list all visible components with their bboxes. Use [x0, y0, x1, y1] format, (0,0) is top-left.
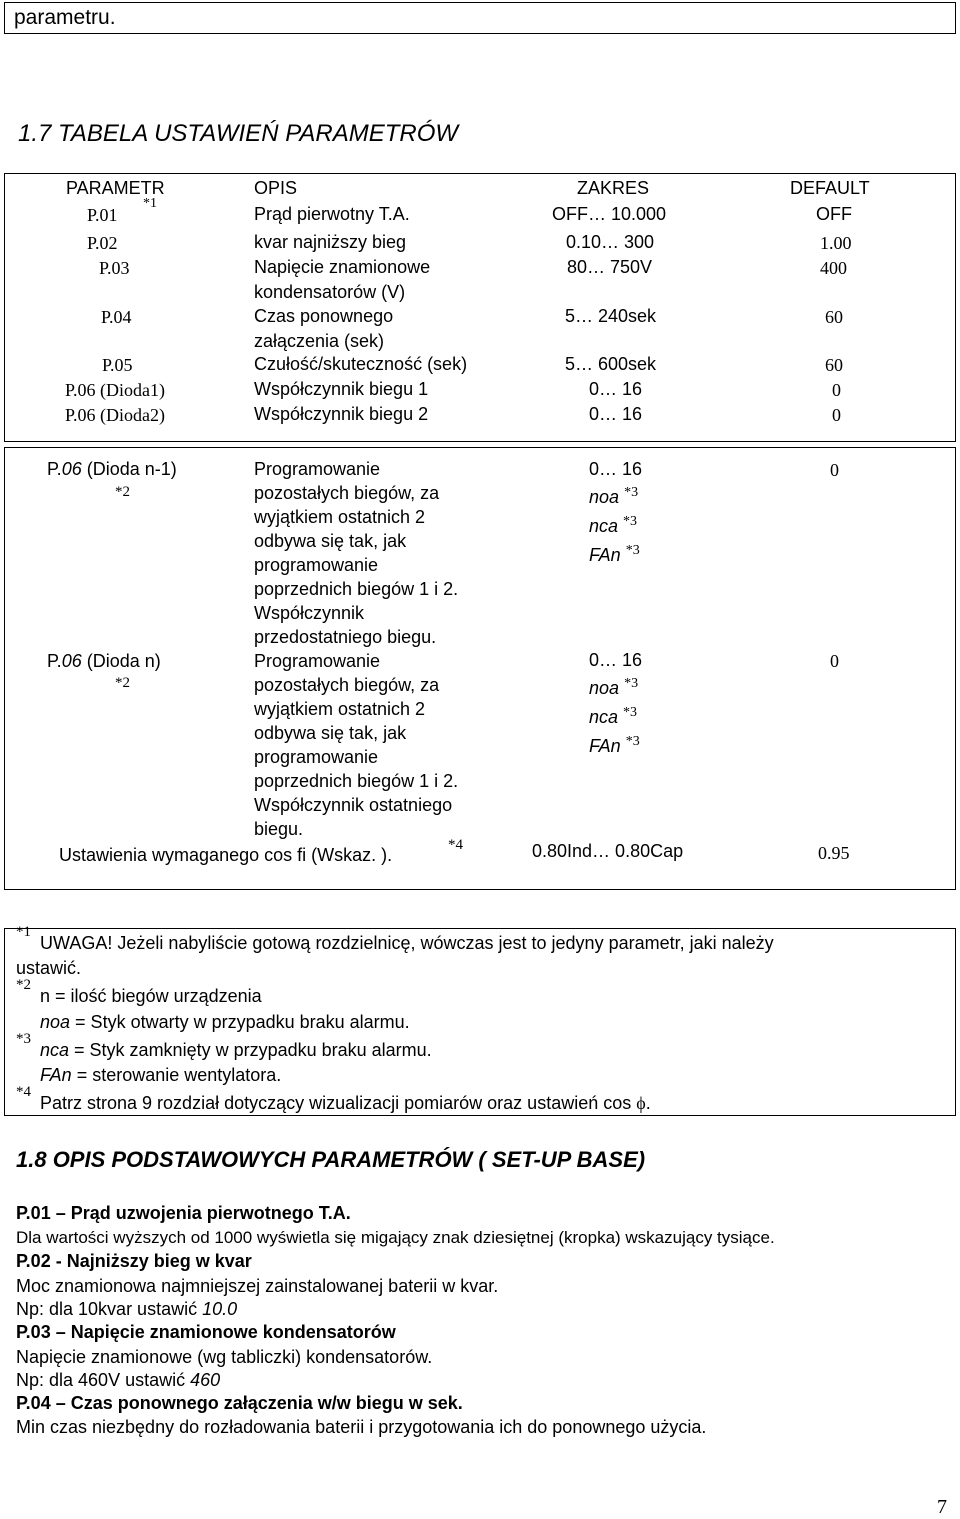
page-number: 7: [937, 1496, 947, 1518]
footnote-mark: *2: [16, 977, 31, 993]
row-zakres: OFF… 10.000: [552, 204, 667, 224]
footnote-mark: *1: [143, 196, 157, 211]
row-param: P.06 (Dioda1): [65, 380, 165, 400]
p04-title: P.04 – Czas ponownego załączenia w/w biegu w sek.: [16, 1393, 463, 1413]
p03-example: Np: dla 460V ustawić 460: [16, 1370, 221, 1390]
opis-line: odbywa się tak, jak: [254, 531, 407, 551]
row-param: P.05: [102, 355, 133, 375]
note-1-line1: UWAGA! Jeżeli nabyliście gotową rozdzielnicę, wówczas jest to jedyny parametr, jaki należy: [40, 933, 774, 953]
p01-title: P.01 – Prąd uzwojenia pierwotnego T.A.: [16, 1203, 351, 1223]
row-opis: Prąd pierwotny T.A.: [254, 204, 410, 224]
option-noa: noa $^{*3}$: [589, 676, 639, 698]
row-param: P.01: [87, 205, 118, 225]
opis-line: wyjątkiem ostatnich 2: [254, 699, 426, 719]
page-fragment-text: parametru.: [14, 6, 116, 29]
row-default: 60: [825, 355, 843, 375]
p04-text: Min czas niezbędny do rozładowania baterii i przygotowania ich do ponownego użycia.: [16, 1417, 707, 1437]
row-default: 0: [830, 460, 839, 480]
option-fan: FAn $^{*3}$: [589, 543, 640, 565]
p03-title: P.03 – Napięcie znamionowe kondensatorów: [16, 1322, 396, 1342]
opis-line: Programowanie: [254, 459, 381, 479]
opis-line: pozostałych biegów, za: [254, 675, 440, 695]
row-zakres: 0.10… 300: [566, 232, 655, 252]
option-noa: noa $^{*3}$: [589, 485, 639, 507]
section-title-1-7: 1.7 TABELA USTAWIEŃ PARAMETRÓW: [18, 120, 459, 147]
row-opis-line1: Czas ponownego: [254, 306, 394, 326]
row-default: 400: [820, 258, 847, 278]
row-default: 0: [832, 405, 841, 425]
opis-line: odbywa się tak, jak: [254, 723, 407, 743]
row-param: P.06 (Dioda2): [65, 405, 165, 425]
p03-text: Napięcie znamionowe (wg tabliczki) kondensatorów.: [16, 1347, 433, 1367]
note-4: Patrz strona 9 rozdział dotyczący wizualizacji pomiarów oraz ustawień cos ϕ.: [40, 1093, 651, 1113]
header-parametr: PARAMETR: [66, 178, 165, 198]
option-fan: FAn $^{*3}$: [589, 734, 640, 756]
opis-line: pozostałych biegów, za: [254, 483, 440, 503]
note-2: n = ilość biegów urządzenia: [40, 986, 262, 1006]
header-opis: OPIS: [254, 178, 298, 198]
opis-line: wyjątkiem ostatnich 2: [254, 507, 426, 527]
opis-line: przedostatniego biegu.: [254, 627, 437, 647]
row-zakres: 0… 16: [589, 650, 643, 670]
row-default: 1.00: [820, 233, 852, 253]
row-opis: [254, 457, 534, 649]
row-opis-line1: Napięcie znamionowe: [254, 257, 431, 277]
header-zakres: ZAKRES: [577, 178, 650, 198]
row-param: P.03: [99, 258, 130, 278]
opis-line: poprzednich biegów 1 i 2.: [254, 771, 459, 791]
row-opis-line2: kondensatorów (V): [254, 282, 406, 302]
note-3-noa: noa = Styk otwarty w przypadku braku alarmu.: [40, 1012, 410, 1032]
row-zakres: 0… 16: [589, 459, 643, 479]
opis-line: poprzednich biegów 1 i 2.: [254, 579, 459, 599]
row-zakres: 5… 600sek: [565, 354, 657, 374]
row-default: OFF: [816, 204, 852, 224]
row-opis: kvar najniższy bieg: [254, 232, 407, 252]
row-default: 60: [825, 307, 843, 327]
row-param: P.06 (Dioda n-1): [47, 459, 177, 479]
row-default: 0.95: [818, 843, 850, 863]
option-nca: nca $^{*3}$: [589, 514, 638, 536]
row-zakres: 0… 16: [589, 379, 643, 399]
footnote-mark: *4: [16, 1084, 31, 1100]
opis-line: biegu.: [254, 819, 304, 839]
row-opis-line2: załączenia (sek): [254, 331, 385, 351]
p02-text: Moc znamionowa najmniejszej zainstalowanej baterii w kvar.: [16, 1276, 499, 1296]
row-zakres: 0.80Ind… 0.80Cap: [532, 841, 684, 861]
note-1-line2: ustawić.: [16, 958, 82, 978]
row-opis: Współczynnik biegu 2: [254, 404, 429, 424]
section-title-1-8: 1.8 OPIS PODSTAWOWYCH PARAMETRÓW ( SET-UP BASE): [16, 1147, 646, 1172]
opis-line: Programowanie: [254, 651, 381, 671]
footnote-mark: *1: [16, 924, 31, 940]
row-default: 0: [830, 651, 839, 671]
p01-text: Dla wartości wyższych od 1000 wyświetla się migający znak dziesiętnej (kropka) wskazujący tysiące.: [16, 1228, 775, 1247]
row-opis: Czułość/skuteczność (sek): [254, 354, 468, 374]
row-param: P.04: [101, 307, 132, 327]
footnote-mark: *2: [115, 675, 130, 691]
note-3-fan: FAn = sterowanie wentylatora.: [40, 1065, 282, 1085]
p02-example: Np: dla 10kvar ustawić 10.0: [16, 1299, 238, 1319]
footnote-mark: *3: [16, 1031, 31, 1047]
row-opis: Ustawienia wymaganego cos fi (Wskaz. ).: [59, 845, 393, 865]
opis-line: Współczynnik: [254, 603, 365, 623]
row-default: 0: [832, 380, 841, 400]
row-zakres: 80… 750V: [567, 257, 653, 277]
footnote-mark: *4: [448, 837, 463, 853]
opis-line: programowanie: [254, 747, 379, 767]
phi-symbol: ϕ: [636, 1093, 646, 1113]
row-param: P.02: [87, 233, 118, 253]
option-nca: nca $^{*3}$: [589, 705, 638, 727]
note-3-nca: nca = Styk zamknięty w przypadku braku alarmu.: [40, 1040, 432, 1060]
p02-title: P.02 - Najniższy bieg w kvar: [16, 1251, 252, 1271]
header-default: DEFAULT: [790, 178, 870, 198]
footnote-mark: *2: [115, 484, 130, 500]
row-opis: [254, 649, 534, 841]
opis-line: programowanie: [254, 555, 379, 575]
row-param: P.06 (Dioda n): [47, 651, 161, 671]
row-zakres: 0… 16: [589, 404, 643, 424]
row-opis: Współczynnik biegu 1: [254, 379, 429, 399]
row-zakres: 5… 240sek: [565, 306, 657, 326]
opis-line: Współczynnik ostatniego: [254, 795, 453, 815]
